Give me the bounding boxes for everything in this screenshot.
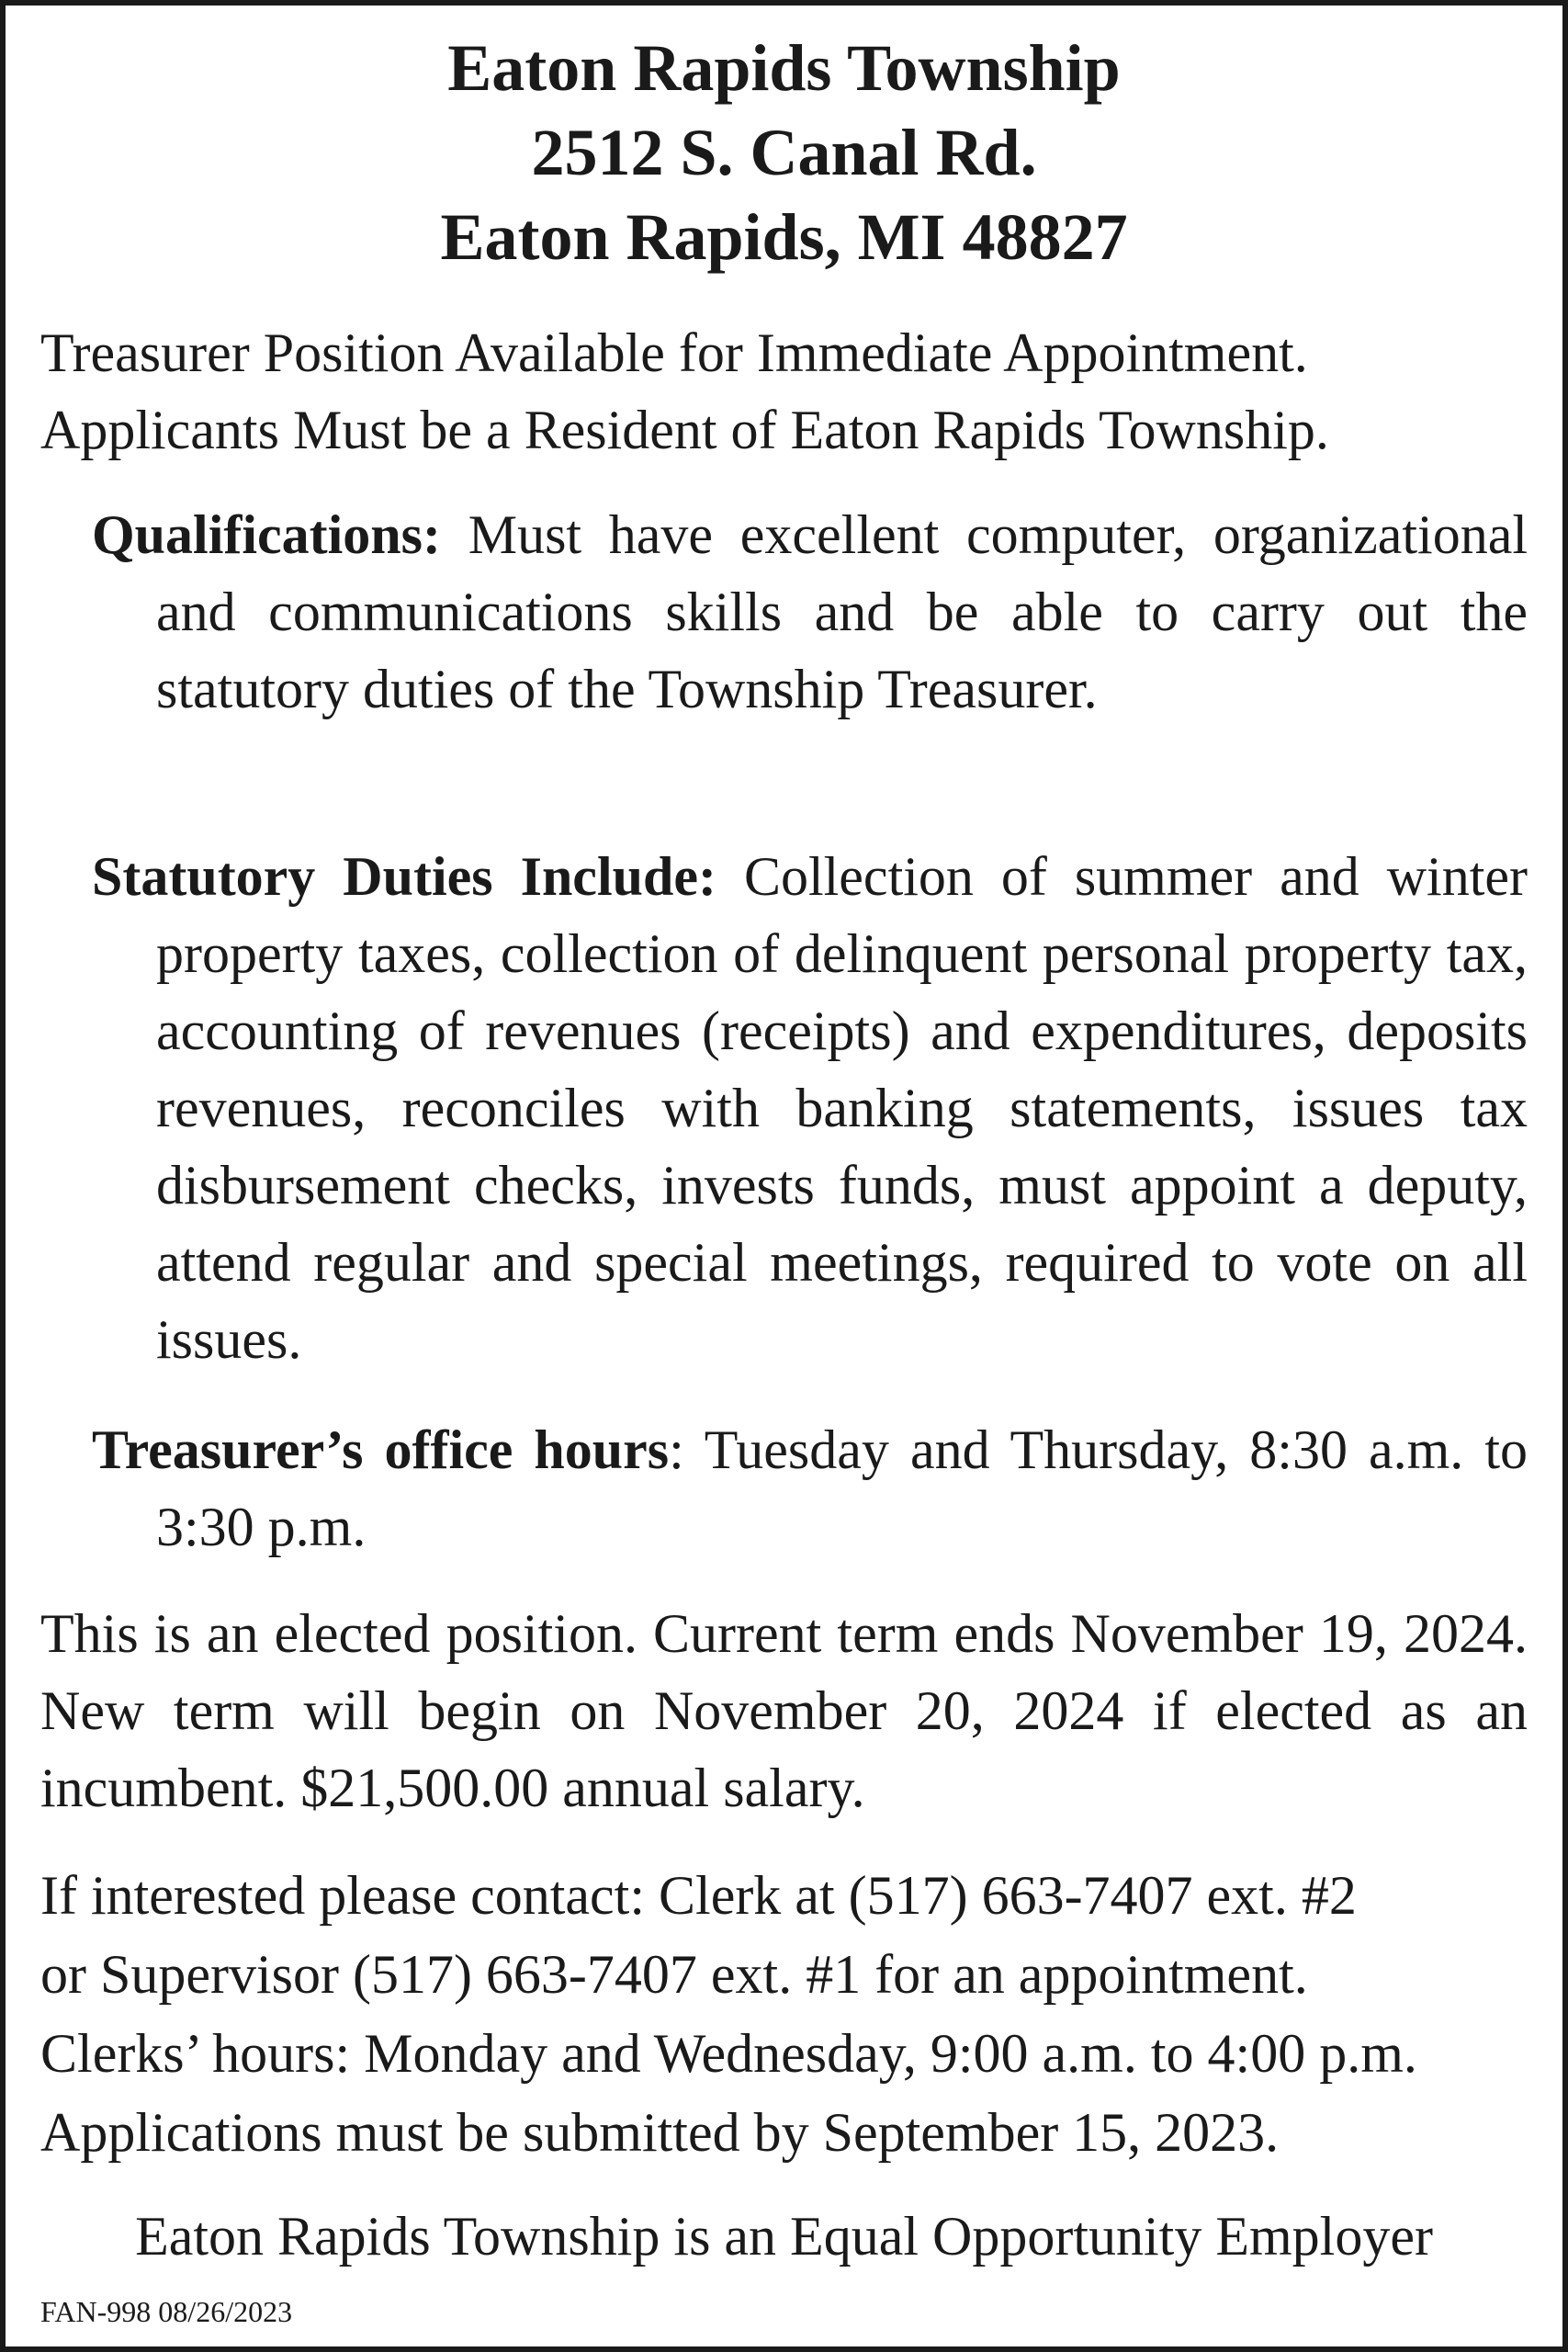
- duties-section: [0, 838, 1568, 1378]
- contact-block: [0, 1856, 1568, 2172]
- qualifications-section: [0, 496, 1568, 728]
- equal-opportunity-statement: Eaton Rapids Township is an Equal Opportunity Employer: [135, 2206, 1433, 2267]
- office-hours-section: [0, 1411, 1568, 1566]
- intro-line-1: Treasurer Position Available for Immediate Appointment.: [40, 322, 1308, 383]
- qualifications-label: Qualifications:: [92, 504, 442, 565]
- city-state-zip: Eaton Rapids, MI 48827: [440, 200, 1128, 274]
- qualifications-text: Must have excellent computer, organizational and communications skills and be able to carry out the statutory duties of the Township Treasurer.: [156, 504, 1528, 719]
- duties-label: Statutory Duties Include:: [92, 846, 716, 907]
- duties-text: Collection of summer and winter property taxes, collection of delinquent personal property tax, accounting of revenues (receipts) and expenditures, deposits revenues, reconciles with banking statements, issues tax disbursement checks, invests funds, must appoint a deputy, attend regular and special meetings, required to vote on all issues.: [156, 846, 1529, 1370]
- intro-block: [0, 314, 1568, 469]
- office-hours-label: Treasurer’s office hours: [92, 1419, 670, 1480]
- intro-line-2: Applicants Must be a Resident of Eaton Rapids Township.: [40, 400, 1329, 460]
- term-paragraph: This is an elected position. Current term ends November 19, 2024. New term will begin on November 20, 2024 if elected as an incumbent. $21,500.00 annual salary.: [40, 1603, 1528, 1818]
- ad-header: [0, 26, 1568, 279]
- contact-line-2: or Supervisor (517) 663-7407 ext. #1 for an appointment.: [40, 1944, 1308, 2005]
- office-hours-text: : Tuesday and Thursday, 8:30 a.m. to 3:30 p.m.: [156, 1419, 1528, 1557]
- contact-line-3: Clerks’ hours: Monday and Wednesday, 9:00 a.m. to 4:00 p.m.: [40, 2023, 1417, 2084]
- contact-line-4: Applications must be submitted by September 15, 2023.: [40, 2102, 1280, 2163]
- township-name: Eaton Rapids Township: [447, 31, 1121, 105]
- ad-reference-code: FAN-998 08/26/2023: [40, 2295, 293, 2328]
- street-address: 2512 S. Canal Rd.: [531, 116, 1037, 189]
- contact-line-1: If interested please contact: Clerk at (517) 663-7407 ext. #2: [40, 1865, 1357, 1926]
